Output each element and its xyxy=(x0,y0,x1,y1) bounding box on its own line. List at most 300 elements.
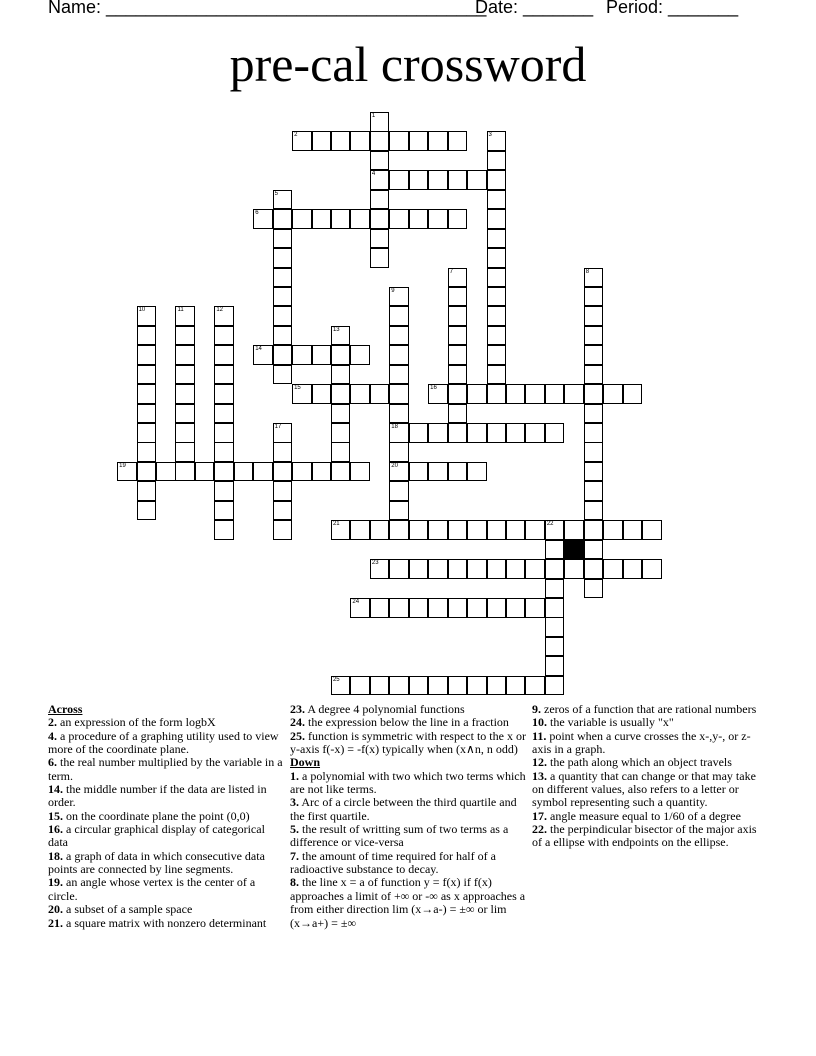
crossword-cell[interactable] xyxy=(584,423,604,443)
clue-text: the middle number if the data are listed in order. xyxy=(48,782,267,810)
crossword-cell[interactable] xyxy=(506,598,526,618)
crossword-cell[interactable] xyxy=(584,462,604,482)
date-field[interactable]: Date: _______ xyxy=(475,0,594,17)
crossword-cell[interactable] xyxy=(175,345,195,365)
crossword-cell[interactable] xyxy=(428,131,448,151)
crossword-cell[interactable] xyxy=(312,384,332,404)
crossword-cell[interactable] xyxy=(487,131,507,151)
crossword-cell[interactable] xyxy=(487,520,507,540)
clue-item xyxy=(48,850,284,877)
crossword-cell[interactable] xyxy=(370,190,390,210)
crossword-cell[interactable] xyxy=(389,345,409,365)
crossword-cell[interactable] xyxy=(623,520,643,540)
crossword-cell[interactable] xyxy=(487,598,507,618)
crossword-cell[interactable] xyxy=(389,209,409,229)
crossword-cell[interactable] xyxy=(448,287,468,307)
crossword-cell[interactable] xyxy=(273,306,293,326)
crossword-cell[interactable] xyxy=(137,326,157,346)
crossword-cell[interactable] xyxy=(487,287,507,307)
crossword-cell[interactable] xyxy=(175,404,195,424)
crossword-cell[interactable] xyxy=(389,598,409,618)
crossword-cell[interactable] xyxy=(370,598,390,618)
crossword-cell[interactable] xyxy=(273,442,293,462)
crossword-cell[interactable] xyxy=(175,423,195,443)
clues-column-2 xyxy=(290,703,526,930)
crossword-cell[interactable] xyxy=(545,637,565,657)
crossword-cell[interactable] xyxy=(370,209,390,229)
crossword-cell[interactable] xyxy=(331,404,351,424)
clue-number: 1 xyxy=(371,113,376,119)
crossword-cell[interactable] xyxy=(389,501,409,521)
crossword-cell[interactable] xyxy=(409,170,429,190)
crossword-cell[interactable] xyxy=(584,404,604,424)
crossword-cell[interactable] xyxy=(292,462,312,482)
blocked-cell xyxy=(564,540,584,560)
clue-text: the result of writting sum of two terms as a difference or vice-versa xyxy=(290,822,509,850)
crossword-cell[interactable] xyxy=(292,384,312,404)
crossword-cell[interactable] xyxy=(623,384,643,404)
crossword-cell[interactable] xyxy=(545,617,565,637)
crossword-cell[interactable] xyxy=(137,345,157,365)
clue-number: 12 xyxy=(216,307,224,314)
crossword-cell[interactable] xyxy=(389,676,409,696)
clue-item xyxy=(48,823,284,850)
crossword-cell[interactable] xyxy=(584,287,604,307)
crossword-cell[interactable] xyxy=(487,365,507,385)
crossword-cell[interactable] xyxy=(428,209,448,229)
crossword-cell[interactable] xyxy=(584,345,604,365)
crossword-cell[interactable] xyxy=(506,520,526,540)
crossword-cell[interactable] xyxy=(584,579,604,599)
clue-text: Arc of a circle between the third quartile and the first quartile. xyxy=(290,795,517,823)
crossword-cell[interactable] xyxy=(467,598,487,618)
crossword-cell[interactable] xyxy=(448,462,468,482)
crossword-cell[interactable] xyxy=(273,209,293,229)
crossword-cell[interactable] xyxy=(331,384,351,404)
crossword-cell[interactable] xyxy=(175,462,195,482)
crossword-cell[interactable] xyxy=(448,268,468,288)
clue-item xyxy=(48,783,284,810)
crossword-cell[interactable] xyxy=(389,520,409,540)
crossword-cell[interactable] xyxy=(137,365,157,385)
crossword-cell[interactable] xyxy=(292,131,312,151)
clue-item xyxy=(290,770,526,797)
crossword-cell[interactable] xyxy=(467,462,487,482)
clue-text: an expression of the form logbX xyxy=(57,715,216,730)
crossword-cell[interactable] xyxy=(331,462,351,482)
clue-text: the real number multiplied by the variable in a term. xyxy=(48,755,283,783)
crossword-cell[interactable] xyxy=(584,540,604,560)
crossword-cell[interactable] xyxy=(428,520,448,540)
crossword-cell[interactable] xyxy=(467,676,487,696)
crossword-cell[interactable] xyxy=(389,481,409,501)
clue-item xyxy=(532,703,768,716)
crossword-cell[interactable] xyxy=(292,345,312,365)
clue-text: an angle whose vertex is the center of a circle. xyxy=(48,875,256,903)
crossword-cell[interactable] xyxy=(273,229,293,249)
crossword-cell[interactable] xyxy=(487,676,507,696)
crossword-cell[interactable] xyxy=(175,384,195,404)
crossword-cell[interactable] xyxy=(273,365,293,385)
clue-text: a subset of a sample space xyxy=(63,902,193,917)
crossword-cell[interactable] xyxy=(273,345,293,365)
crossword-cell[interactable] xyxy=(584,384,604,404)
crossword-cell[interactable] xyxy=(312,131,332,151)
crossword-cell[interactable] xyxy=(428,384,448,404)
clue-number-label: 13. xyxy=(532,768,547,783)
crossword-cell[interactable] xyxy=(467,423,487,443)
crossword-cell[interactable] xyxy=(467,384,487,404)
crossword-cell[interactable] xyxy=(487,248,507,268)
name-field[interactable]: Name: ______________________________________ xyxy=(48,0,487,17)
crossword-cell[interactable] xyxy=(292,209,312,229)
clue-number: 18 xyxy=(391,424,398,431)
crossword-cell[interactable] xyxy=(350,598,370,618)
crossword-cell[interactable] xyxy=(253,462,273,482)
clue-number: 2 xyxy=(294,132,298,139)
crossword-cell[interactable] xyxy=(331,423,351,443)
crossword-cell[interactable] xyxy=(584,365,604,385)
clue-number-label: 7. xyxy=(290,848,299,863)
clue-item xyxy=(48,716,284,729)
crossword-cell[interactable] xyxy=(331,326,351,346)
clue-number-label: 19. xyxy=(48,875,63,890)
crossword-cell[interactable] xyxy=(370,248,390,268)
crossword-cell[interactable] xyxy=(389,170,409,190)
crossword-cell[interactable] xyxy=(448,365,468,385)
crossword-cell[interactable] xyxy=(389,326,409,346)
crossword-cell[interactable] xyxy=(389,131,409,151)
crossword-cell[interactable] xyxy=(273,462,293,482)
crossword-cell[interactable] xyxy=(428,423,448,443)
crossword-cell[interactable] xyxy=(487,423,507,443)
clue-text: a procedure of a graphing utility used to view more of the coordinate plane. xyxy=(48,728,279,757)
crossword-cell[interactable] xyxy=(545,598,565,618)
crossword-cell[interactable] xyxy=(448,131,468,151)
crossword-cell[interactable] xyxy=(428,462,448,482)
crossword-cell[interactable] xyxy=(214,481,234,501)
crossword-cell[interactable] xyxy=(448,520,468,540)
crossword-cell[interactable] xyxy=(448,676,468,696)
crossword-cell[interactable] xyxy=(175,365,195,385)
crossword-cell[interactable] xyxy=(137,404,157,424)
clue-number: 24 xyxy=(352,599,360,605)
clue-item xyxy=(290,876,526,929)
clue-number: 21 xyxy=(332,521,340,528)
crossword-cell[interactable] xyxy=(428,559,448,579)
crossword-cell[interactable] xyxy=(273,326,293,346)
clue-number-label: 15. xyxy=(48,808,63,823)
crossword-cell[interactable] xyxy=(584,268,604,288)
crossword-cell[interactable] xyxy=(370,229,390,249)
crossword-cell[interactable] xyxy=(487,384,507,404)
crossword-cell[interactable] xyxy=(273,248,293,268)
crossword-cell[interactable] xyxy=(506,676,526,696)
clue-number-label: 21. xyxy=(48,915,63,930)
crossword-cell[interactable] xyxy=(525,598,545,618)
clues-column-1 xyxy=(48,703,284,930)
crossword-cell[interactable] xyxy=(370,520,390,540)
crossword-cell[interactable] xyxy=(448,384,468,404)
crossword-cell[interactable] xyxy=(428,676,448,696)
crossword-cell[interactable] xyxy=(214,520,234,540)
crossword-cell[interactable] xyxy=(428,170,448,190)
crossword-cell[interactable] xyxy=(487,229,507,249)
clue-number-label: 12. xyxy=(532,755,547,770)
crossword-cell[interactable] xyxy=(409,559,429,579)
crossword-cell[interactable] xyxy=(487,170,507,190)
crossword-cell[interactable] xyxy=(370,384,390,404)
crossword-cell[interactable] xyxy=(312,345,332,365)
crossword-cell[interactable] xyxy=(564,384,584,404)
crossword-cell[interactable] xyxy=(156,462,176,482)
crossword-cell[interactable] xyxy=(545,559,565,579)
crossword-cell[interactable] xyxy=(448,423,468,443)
crossword-cell[interactable] xyxy=(545,540,565,560)
crossword-cell[interactable] xyxy=(487,268,507,288)
crossword-cell[interactable] xyxy=(389,462,409,482)
crossword-cell[interactable] xyxy=(331,345,351,365)
crossword-cell[interactable] xyxy=(642,520,662,540)
crossword-cell[interactable] xyxy=(137,384,157,404)
clue-number-label: 24. xyxy=(290,715,305,730)
crossword-cell[interactable] xyxy=(584,559,604,579)
crossword-cell[interactable] xyxy=(487,345,507,365)
crossword-cell[interactable] xyxy=(331,209,351,229)
crossword-cell[interactable] xyxy=(584,326,604,346)
crossword-cell[interactable] xyxy=(331,365,351,385)
crossword-cell[interactable] xyxy=(137,462,157,482)
crossword-cell[interactable] xyxy=(214,423,234,443)
crossword-cell[interactable] xyxy=(428,598,448,618)
crossword-cell[interactable] xyxy=(214,384,234,404)
crossword-cell[interactable] xyxy=(506,559,526,579)
clue-number: 11 xyxy=(177,307,184,314)
crossword-cell[interactable] xyxy=(214,404,234,424)
crossword-cell[interactable] xyxy=(350,209,370,229)
clue-text: a quantity that can change or that may take on different values, also refers to a letter or symbol representing such a quantity. xyxy=(532,768,756,810)
crossword-cell[interactable] xyxy=(350,131,370,151)
crossword-cell[interactable] xyxy=(545,579,565,599)
crossword-cell[interactable] xyxy=(448,209,468,229)
clue-number: 3 xyxy=(488,132,492,139)
clue-text: the path along which an object travels xyxy=(547,755,732,770)
crossword-cell[interactable] xyxy=(448,345,468,365)
crossword-cell[interactable] xyxy=(409,598,429,618)
crossword-cell[interactable] xyxy=(584,520,604,540)
clue-item xyxy=(532,730,768,757)
crossword-cell[interactable] xyxy=(467,170,487,190)
crossword-cell[interactable] xyxy=(409,209,429,229)
crossword-cell[interactable] xyxy=(350,520,370,540)
crossword-cell[interactable] xyxy=(545,384,565,404)
crossword-cell[interactable] xyxy=(389,423,409,443)
crossword-cell[interactable] xyxy=(214,501,234,521)
crossword-cell[interactable] xyxy=(623,559,643,579)
crossword-cell[interactable] xyxy=(389,404,409,424)
crossword-cell[interactable] xyxy=(137,423,157,443)
crossword-cell[interactable] xyxy=(214,345,234,365)
crossword-cell[interactable] xyxy=(487,151,507,171)
crossword-cell[interactable] xyxy=(389,306,409,326)
clue-number-label: 17. xyxy=(532,808,547,823)
crossword-cell[interactable] xyxy=(467,559,487,579)
clue-item xyxy=(48,876,284,903)
crossword-cell[interactable] xyxy=(234,462,254,482)
clue-number: 22 xyxy=(546,521,554,528)
crossword-cell[interactable] xyxy=(389,559,409,579)
crossword-cell[interactable] xyxy=(214,442,234,462)
crossword-cell[interactable] xyxy=(312,462,332,482)
crossword-cell[interactable] xyxy=(409,520,429,540)
crossword-cell[interactable] xyxy=(175,442,195,462)
crossword-cell[interactable] xyxy=(545,676,565,696)
crossword-cell[interactable] xyxy=(350,676,370,696)
clue-text: the expression below the line in a fraction xyxy=(305,715,509,730)
crossword-cell[interactable] xyxy=(273,287,293,307)
crossword-cell[interactable] xyxy=(525,520,545,540)
clue-number: 5 xyxy=(274,190,278,197)
crossword-cell[interactable] xyxy=(331,676,351,696)
crossword-cell[interactable] xyxy=(506,384,526,404)
crossword-cell[interactable] xyxy=(389,365,409,385)
crossword-cell[interactable] xyxy=(525,423,545,443)
crossword-cell[interactable] xyxy=(564,520,584,540)
crossword-cell[interactable] xyxy=(409,676,429,696)
crossword-cell[interactable] xyxy=(370,676,390,696)
crossword-cell[interactable] xyxy=(487,326,507,346)
crossword-cell[interactable] xyxy=(214,462,234,482)
crossword-cell[interactable] xyxy=(175,326,195,346)
crossword-cell[interactable] xyxy=(253,209,273,229)
crossword-cell[interactable] xyxy=(273,520,293,540)
crossword-cell[interactable] xyxy=(603,559,623,579)
clue-number: 14 xyxy=(255,346,262,353)
crossword-cell[interactable] xyxy=(487,190,507,210)
clue-item xyxy=(48,730,284,757)
crossword-cell[interactable] xyxy=(467,520,487,540)
clue-item xyxy=(290,850,526,877)
clue-number: 13 xyxy=(332,326,340,333)
crossword-cell[interactable] xyxy=(273,268,293,288)
crossword-cell[interactable] xyxy=(370,131,390,151)
crossword-cell[interactable] xyxy=(137,306,157,326)
clue-number: 6 xyxy=(255,210,259,217)
crossword-cell[interactable] xyxy=(214,306,234,326)
crossword-cell[interactable] xyxy=(137,501,157,521)
crossword-cell[interactable] xyxy=(273,423,293,443)
clues-column-3 xyxy=(532,703,768,850)
clue-number-label: 4. xyxy=(48,728,57,743)
clue-item xyxy=(532,810,768,823)
clue-item xyxy=(532,756,768,769)
crossword-cell[interactable] xyxy=(370,559,390,579)
crossword-cell[interactable] xyxy=(409,423,429,443)
crossword-cell[interactable] xyxy=(312,209,332,229)
crossword-cell[interactable] xyxy=(448,404,468,424)
crossword-cell[interactable] xyxy=(448,559,468,579)
crossword-cell[interactable] xyxy=(525,559,545,579)
clue-text: A degree 4 polynomial functions xyxy=(305,702,465,716)
clue-number: 25 xyxy=(332,676,340,683)
crossword-cell[interactable] xyxy=(487,306,507,326)
crossword-cell[interactable] xyxy=(545,656,565,676)
crossword-cell[interactable] xyxy=(584,501,604,521)
clue-number-label: 11. xyxy=(532,728,547,743)
clue-number: 7 xyxy=(449,268,453,275)
crossword-cell[interactable] xyxy=(584,481,604,501)
crossword-cell[interactable] xyxy=(253,345,273,365)
crossword-cell[interactable] xyxy=(564,559,584,579)
crossword-cell[interactable] xyxy=(370,151,390,171)
crossword-cell[interactable] xyxy=(487,559,507,579)
period-field[interactable]: Period: _______ xyxy=(606,0,739,17)
crossword-cell[interactable] xyxy=(545,520,565,540)
crossword-cell[interactable] xyxy=(137,442,157,462)
crossword-cell[interactable] xyxy=(642,559,662,579)
clue-number: 9 xyxy=(391,287,395,294)
crossword-cell[interactable] xyxy=(331,520,351,540)
crossword-cell[interactable] xyxy=(448,598,468,618)
crossword-cell[interactable] xyxy=(195,462,215,482)
clue-number-label: 5. xyxy=(290,822,299,837)
crossword-cell[interactable] xyxy=(409,131,429,151)
crossword-cell[interactable] xyxy=(389,384,409,404)
crossword-cell[interactable] xyxy=(603,384,623,404)
clue-item xyxy=(48,917,284,930)
crossword-cell[interactable] xyxy=(584,306,604,326)
crossword-cell[interactable] xyxy=(370,170,390,190)
crossword-cell[interactable] xyxy=(506,423,526,443)
clue-text: function is symmetric with respect to the x or y-axis f(-x) = -f(x) typically when (x∧n, n odd) xyxy=(290,728,526,757)
clue-text: point when a curve crosses the x-,y-, or z-axis in a graph. xyxy=(532,728,751,757)
crossword-cell[interactable] xyxy=(273,190,293,210)
clue-number-label: 22. xyxy=(532,822,547,837)
crossword-cell[interactable] xyxy=(525,676,545,696)
crossword-cell[interactable] xyxy=(448,306,468,326)
crossword-cell[interactable] xyxy=(350,462,370,482)
crossword-cell[interactable] xyxy=(487,209,507,229)
crossword-cell[interactable] xyxy=(137,481,157,501)
crossword-cell[interactable] xyxy=(175,306,195,326)
crossword-cell[interactable] xyxy=(370,112,390,132)
crossword-cell[interactable] xyxy=(584,442,604,462)
clue-number: 4 xyxy=(371,171,376,178)
crossword-cell[interactable] xyxy=(117,462,137,482)
crossword-cell[interactable] xyxy=(389,287,409,307)
clue-text: a circular graphical display of categorical data xyxy=(48,822,265,850)
clue-text: a square matrix with nonzero determinant xyxy=(63,915,267,930)
clue-text: a graph of data in which consecutive data points are connected by line segments. xyxy=(48,848,265,877)
crossword-cell[interactable] xyxy=(331,442,351,462)
crossword-cell[interactable] xyxy=(273,501,293,521)
crossword-cell[interactable] xyxy=(214,326,234,346)
crossword-cell[interactable] xyxy=(273,481,293,501)
crossword-cell[interactable] xyxy=(603,520,623,540)
crossword-cell[interactable] xyxy=(350,345,370,365)
crossword-cell[interactable] xyxy=(389,442,409,462)
crossword-cell[interactable] xyxy=(525,384,545,404)
crossword-cell[interactable] xyxy=(545,423,565,443)
clue-number-label: 3. xyxy=(290,795,299,810)
crossword-cell[interactable] xyxy=(350,384,370,404)
clue-item xyxy=(532,716,768,729)
crossword-cell[interactable] xyxy=(214,365,234,385)
crossword-cell[interactable] xyxy=(409,462,429,482)
crossword-cell[interactable] xyxy=(448,170,468,190)
crossword-cell[interactable] xyxy=(331,131,351,151)
crossword-cell[interactable] xyxy=(448,326,468,346)
